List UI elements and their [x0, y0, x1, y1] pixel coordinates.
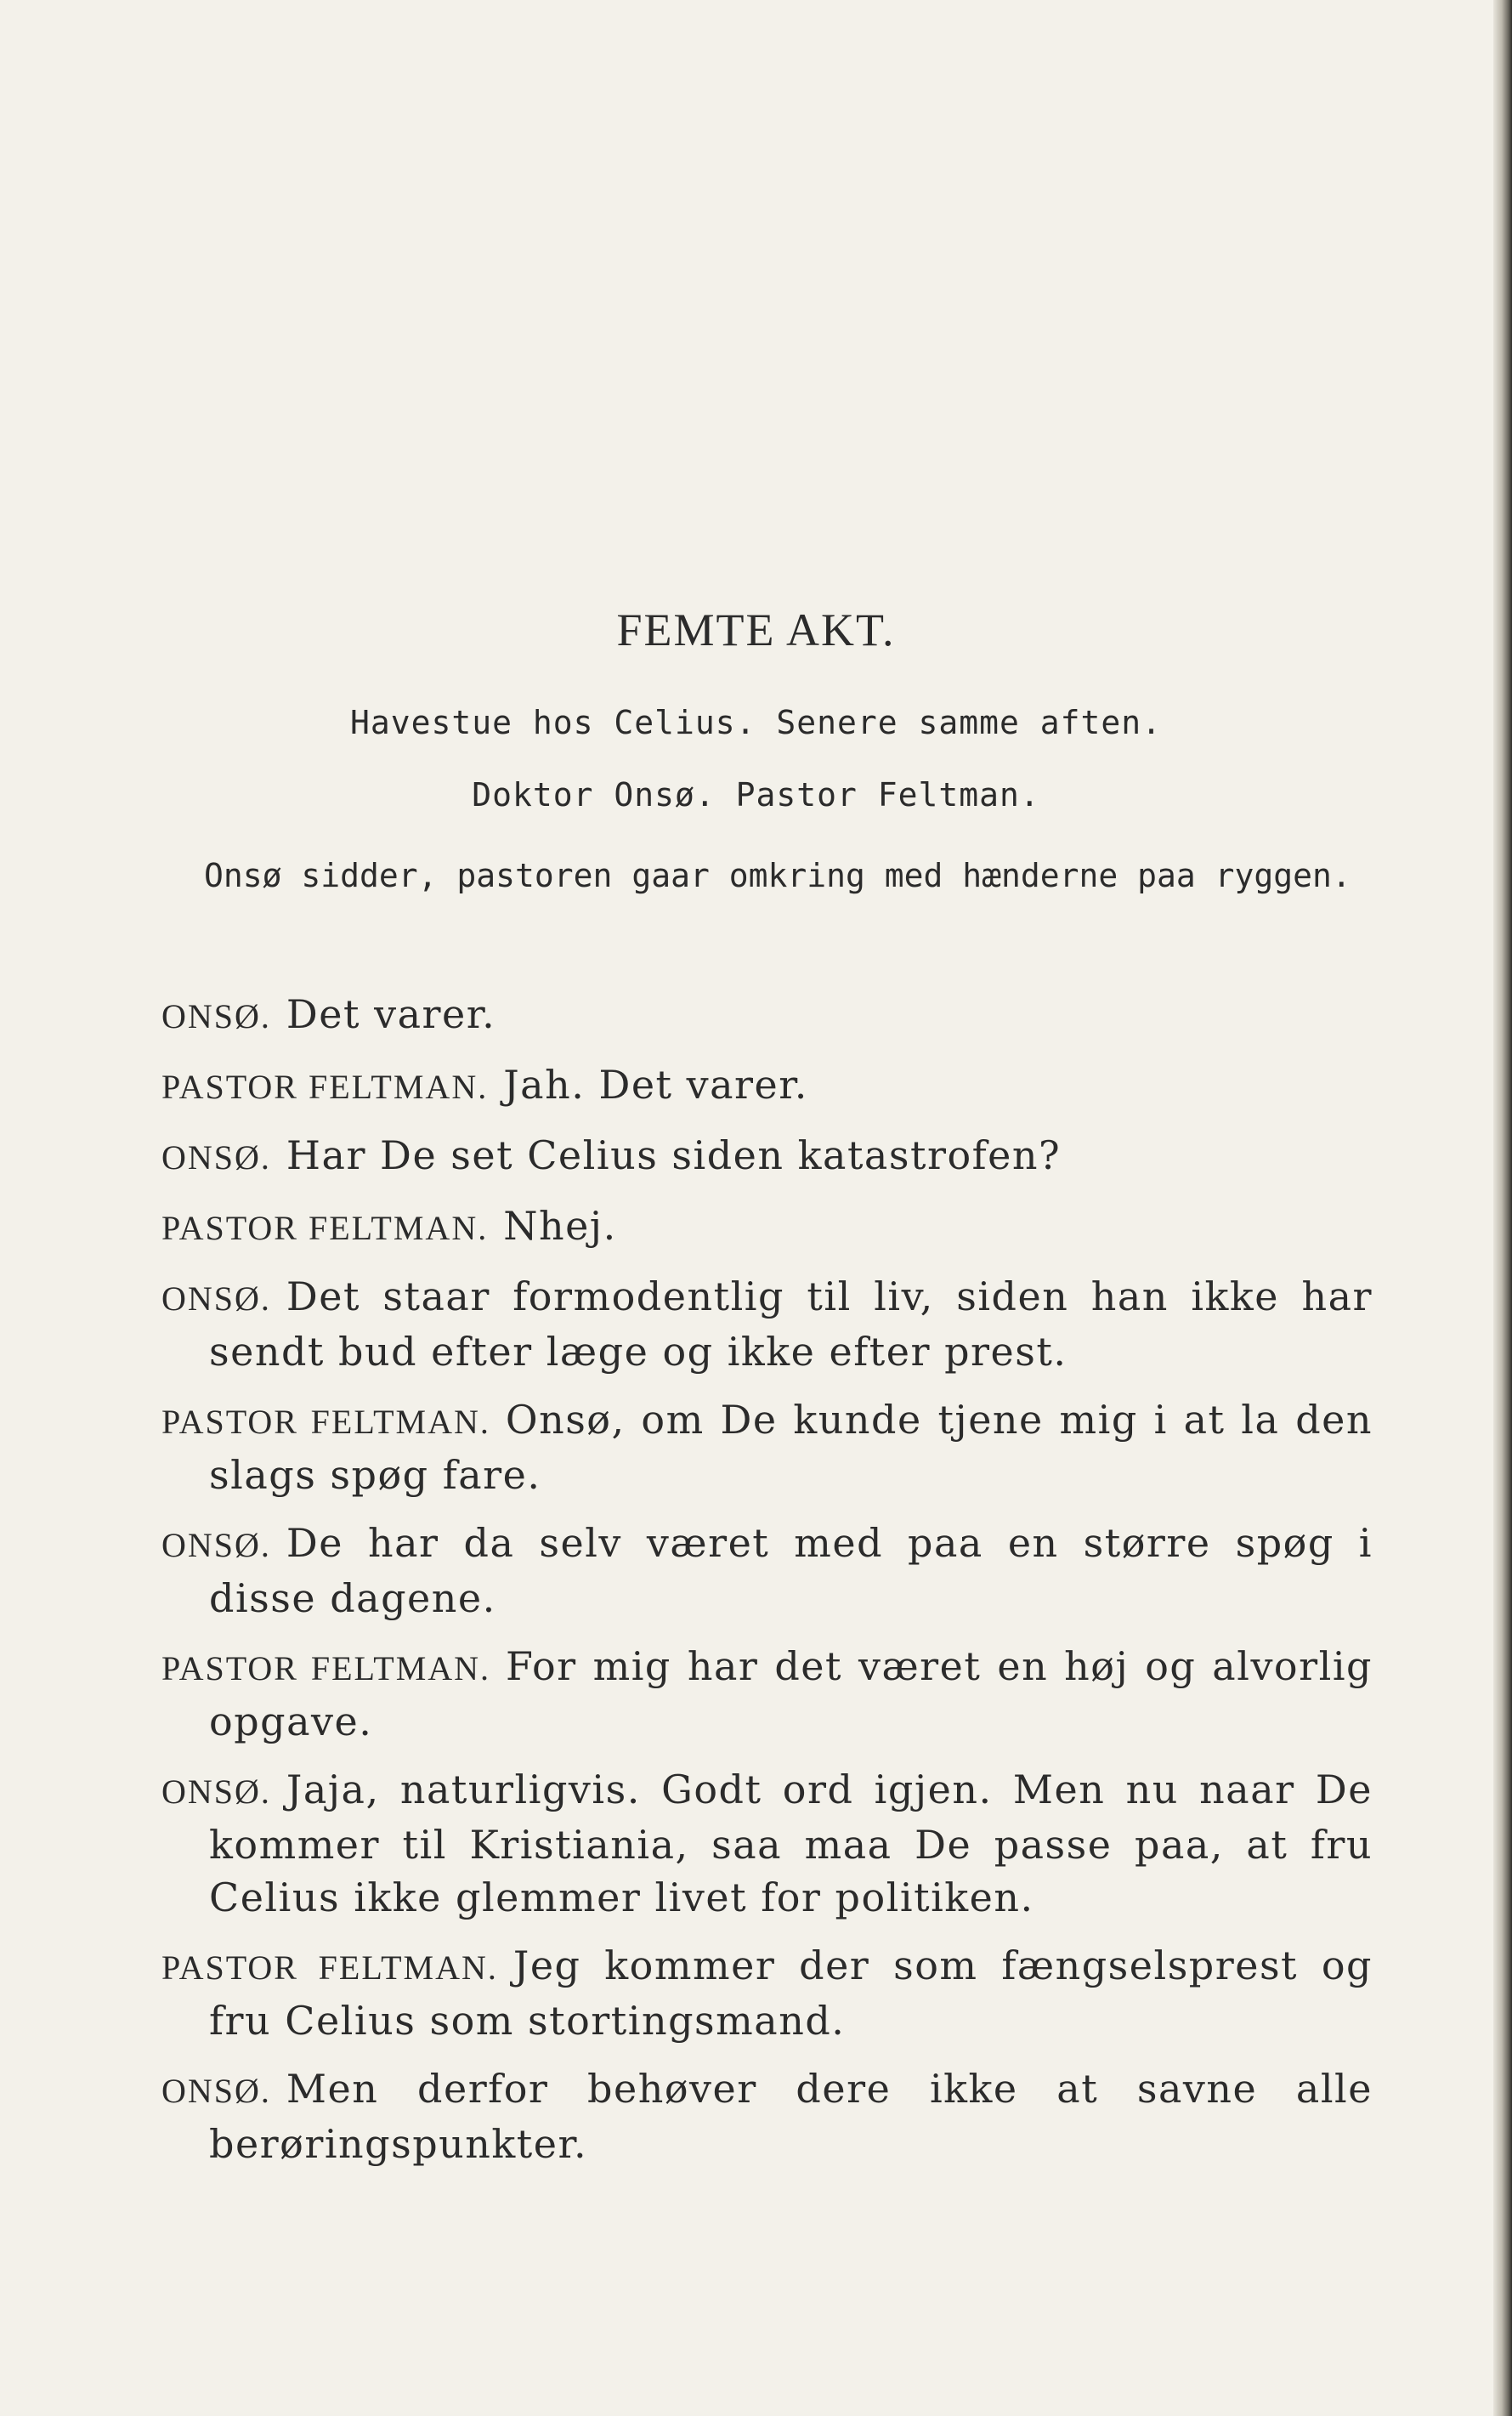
speaker-name: ONSØ. — [161, 1772, 271, 1811]
dialogue-line — [161, 1517, 1373, 1625]
dialogue-line — [161, 2062, 1373, 2170]
scene-setting: Havestue hos Celius. Senere samme aften. — [349, 704, 1163, 741]
dialogue-line — [161, 1199, 1373, 1255]
scene-characters: Doktor Onsø. Pastor Feltman. — [472, 776, 1040, 814]
speech-text: Onsø, om De kunde tjene mig i at la den slags spøg fare. — [209, 1397, 1373, 1498]
dialogue-line — [161, 1129, 1373, 1184]
speech-text: Jeg kommer der som fængselsprest og fru Celius som stortingsmand. — [209, 1942, 1373, 2044]
dialogue-block — [161, 988, 1373, 2186]
act-title: FEMTE AKT. — [616, 604, 896, 655]
speaker-name: ONSØ. — [161, 1279, 271, 1318]
speech-text: Nhej. — [503, 1203, 617, 1249]
dialogue-line — [161, 1640, 1373, 1748]
speaker-name: ONSØ. — [161, 1138, 271, 1177]
speaker-name: ONSØ. — [161, 1526, 271, 1564]
speech-text: Det varer. — [286, 991, 496, 1037]
stage-direction: Onsø sidder, pastoren gaar omkring med hænderne paa ryggen. — [204, 857, 1351, 894]
page-edge-shadow — [1493, 0, 1512, 2416]
speaker-name: PASTOR FELTMAN. — [161, 1948, 498, 1987]
dialogue-line — [161, 1058, 1373, 1114]
speaker-name: PASTOR FELTMAN. — [161, 1649, 491, 1687]
speech-text: For mig har det været en høj og alvorlig opgave. — [209, 1643, 1373, 1744]
dialogue-line — [161, 1939, 1373, 2047]
speaker-name: PASTOR FELTMAN. — [161, 1068, 489, 1106]
dialogue-line — [161, 1393, 1373, 1501]
speech-text: Det staar formodentlig til liv, siden han ikke har sendt bud efter læge og ikke efter prest. — [209, 1273, 1373, 1375]
speaker-name: ONSØ. — [161, 2072, 271, 2110]
speaker-name: PASTOR FELTMAN. — [161, 1209, 489, 1247]
speech-text: Har De set Celius siden katastrofen? — [286, 1132, 1062, 1178]
speaker-name: PASTOR FELTMAN. — [161, 1403, 490, 1441]
speech-text: De har da selv været med paa en større spøg i disse dagene. — [209, 1520, 1373, 1621]
speech-text: Men derfor behøver dere ikke at savne alle berøringspunkter. — [209, 2066, 1373, 2167]
dialogue-line — [161, 1763, 1373, 1924]
speaker-name: ONSØ. — [161, 997, 271, 1035]
dialogue-line — [161, 988, 1373, 1043]
dialogue-line — [161, 1270, 1373, 1378]
speech-text: Jah. Det varer. — [503, 1062, 808, 1108]
speech-text: Jaja, naturligvis. Godt ord igjen. Men nu naar De kommer til Kristiania, saa maa De passe paa, at fru Celius ikke glemmer livet for politiken. — [209, 1767, 1373, 1920]
